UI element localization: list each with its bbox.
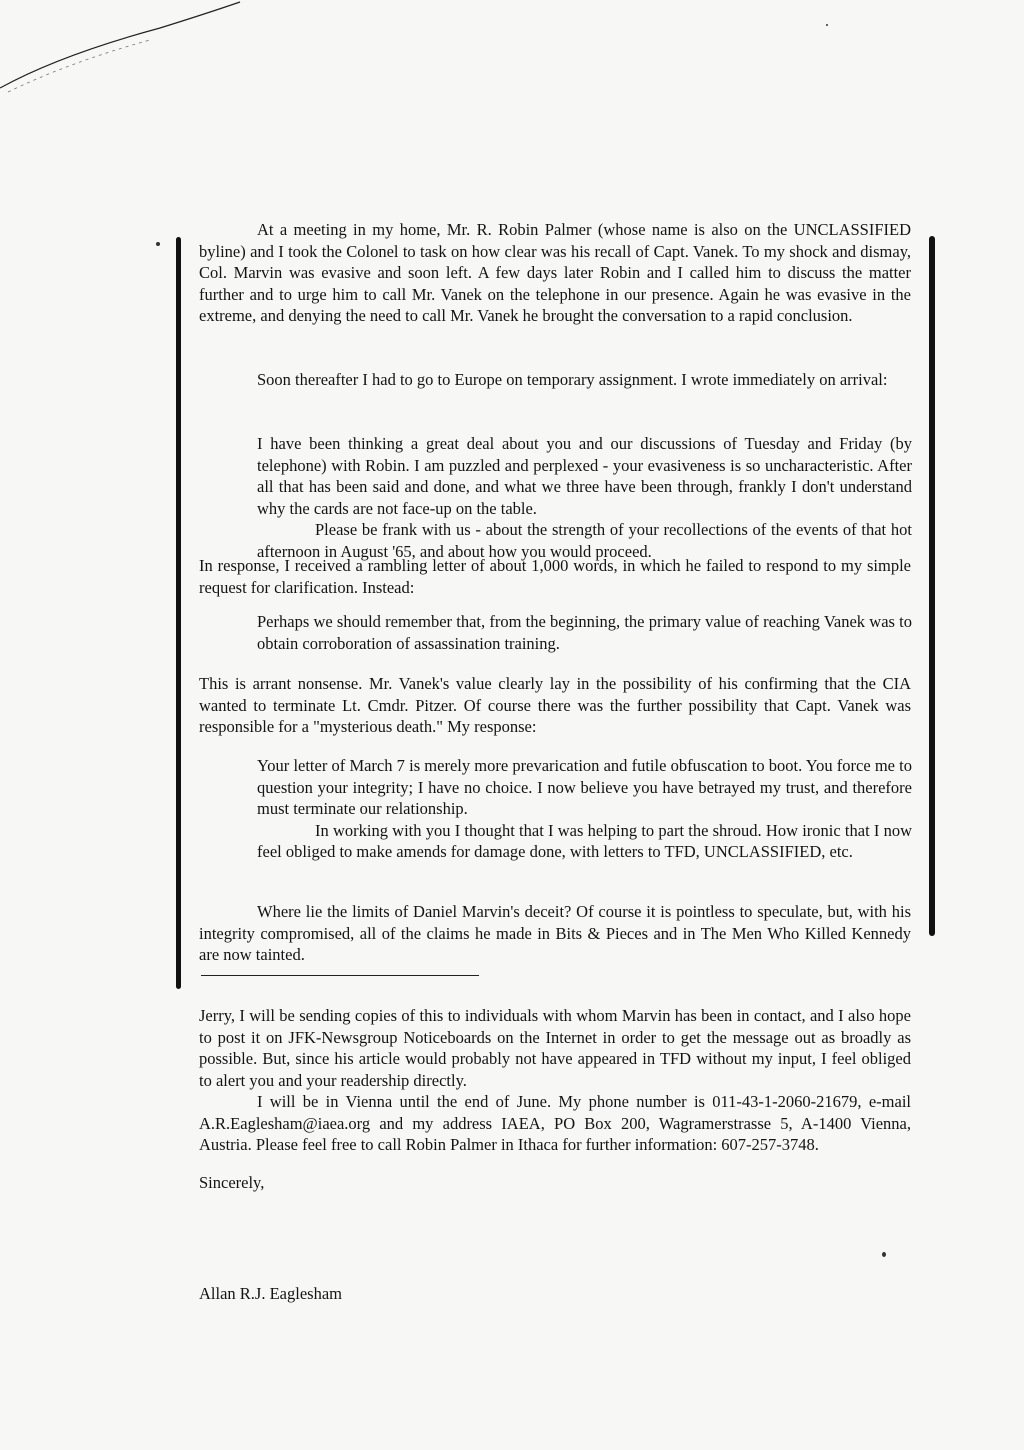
scan-speck bbox=[826, 24, 828, 26]
right-margin-bar bbox=[929, 236, 935, 936]
quote2-text: Perhaps we should remember that, from the beginning, the primary value of reaching Vanek was to obtain corroboration of assassination training. bbox=[257, 612, 912, 653]
scan-speck bbox=[156, 242, 160, 246]
nonsense-text: This is arrant nonsense. Mr. Vanek's value clearly lay in the possibility of his confirming that the CIA wanted to terminate Lt. Cmdr. Pitzer. Of course there was the further possibility that Capt. Vanek was responsible for a "mysterious death." My response: bbox=[199, 674, 911, 736]
signature-name: Allan R.J. Eaglesham bbox=[199, 1284, 342, 1303]
paragraph-response bbox=[199, 555, 911, 598]
europe-text: Soon thereafter I had to go to Europe on temporary assignment. I wrote immediately on arrival: bbox=[257, 370, 888, 389]
quote1-paragraph2: Please be frank with us - about the strength of your recollections of the events of that hot afternoon in August '65, and about how you would proceed. bbox=[257, 520, 912, 561]
scan-corner-streak bbox=[0, 0, 260, 110]
quote-first-letter bbox=[257, 433, 912, 562]
closing: Sincerely, bbox=[199, 1173, 265, 1192]
quote1-paragraph1: I have been thinking a great deal about you and our discussions of Tuesday and Friday (by telephone) with Robin. I am puzzled and perplexed - your evasiveness is so uncharacteristic. After all that has been said and done, and what we three have been through, frankly I don't understand why the cards are not face-up on the table. bbox=[257, 434, 912, 518]
left-margin-bar bbox=[176, 237, 181, 989]
paragraph-limits bbox=[199, 901, 911, 966]
section-divider bbox=[201, 975, 479, 976]
scan-speck bbox=[882, 1252, 886, 1257]
quote3-paragraph2: In working with you I thought that I was helping to part the shroud. How ironic that I now feel obliged to make amends for damage done, with letters to TFD, UNCLASSIFIED, etc. bbox=[257, 820, 912, 861]
paragraph-nonsense bbox=[199, 673, 911, 738]
meeting-text: At a meeting in my home, Mr. R. Robin Palmer (whose name is also on the UNCLASSIFIED byline) and I took the Colonel to task on how clear was his recall of Capt. Vanek. To my shock and dismay, Col. Marvin was evasive and soon left. A few days later Robin and I called him to discuss the matter further and to urge him to call Mr. Vanek on the telephone in our presence. Again he was evasive in the extreme, and denying the need to call Mr. Vanek he brought the conversation to a rapid conclusion. bbox=[199, 220, 911, 325]
vienna-text: I will be in Vienna until the end of June. My phone number is 011-43-1-2060-21679, e-mail A.R.Eaglesham@iaea.org and my address IAEA, PO Box 200, Wagramerstrasse 5, A-1400 Vienna, Austria. Please feel free to call Robin Palmer in Ithaca for further information: 607-257-3748. bbox=[199, 1092, 911, 1154]
response-text: In response, I received a rambling letter of about 1,000 words, in which he failed to respond to my simple request for clarification. Instead: bbox=[199, 556, 911, 597]
quote3-paragraph1: Your letter of March 7 is merely more prevarication and futile obfuscation to boot. You force me to question your integrity; I have no choice. I now believe you have betrayed my trust, and therefore must terminate our relationship. bbox=[257, 756, 912, 818]
paragraph-meeting bbox=[199, 219, 911, 327]
quote-marvin-reply bbox=[257, 611, 912, 654]
paragraph-europe bbox=[199, 369, 911, 391]
quote-my-response bbox=[257, 755, 912, 863]
limits-text: Where lie the limits of Daniel Marvin's deceit? Of course it is pointless to speculate, but, with his integrity compromised, all of the claims he made in Bits & Pieces and in The Men Who Killed Kennedy are now tainted. bbox=[199, 902, 911, 964]
jerry-text: Jerry, I will be sending copies of this to individuals with whom Marvin has been in contact, and I also hope to post it on JFK-Newsgroup Noticeboards on the Internet in order to get the message out as broadly as possible. But, since his article would probably not have appeared in TFD without my input, I feel obliged to alert you and your readership directly. bbox=[199, 1006, 911, 1090]
paragraph-jerry bbox=[199, 1005, 911, 1156]
